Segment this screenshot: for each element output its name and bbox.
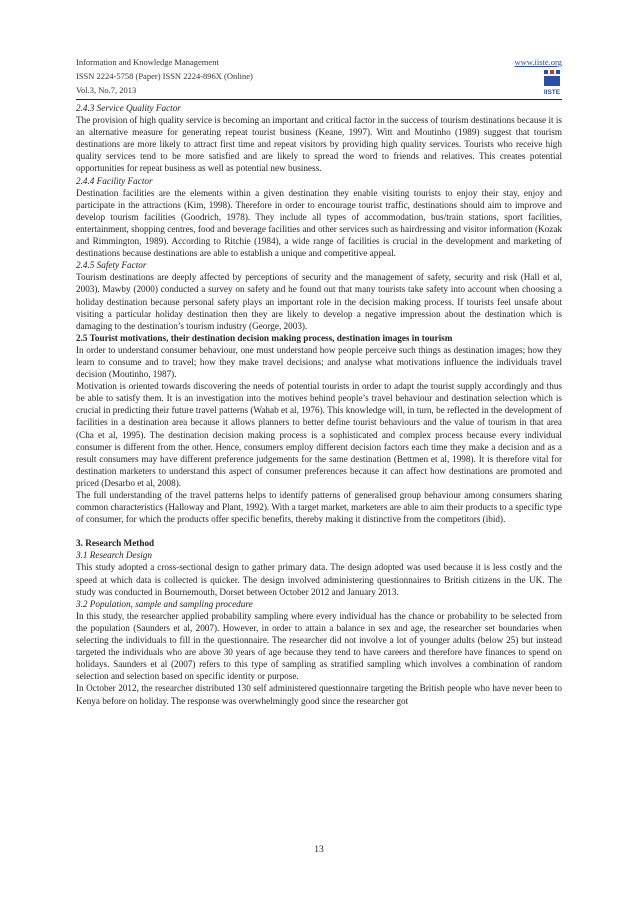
- subsection-heading: 3.2 Population, sample and sampling procedure: [76, 598, 253, 609]
- iiste-logo: [542, 70, 562, 98]
- subsection-heading: 3.1 Research Design: [76, 550, 152, 561]
- paragraph: The provision of high quality service is becoming an important and critical factor in the success of tourism destinations because it is an alternative measure for generating repeat tourist business (Keane, 1997). Witt and Moutinho (1989) suggest that tourism destinations are more likely to attract first time and repeat visitors by providing high quality services. Tourists who receive high quality services tend to be more satisfied and are likely to spread the word to friends and relatives. This creates potential opportunities for repeat business as well as potential new business.: [76, 115, 562, 174]
- volume-line: Vol.3, No.7, 2013: [76, 85, 137, 95]
- header-rule: [76, 99, 562, 100]
- paragraph: Destination facilities are the elements within a given destination they enable visiting tourists to enjoy their stay, enjoy and participate in the attractions (Kim, 1998). Therefore in order to encourage tourist traffic, destinations should aim to improve and develop tourism facilities (Goodrich, 1978). They include all types of accommodation, bus/train stations, sport facilities, entertainment, shopping centres, food and beverage facilities and other services such as hairdressing and visitor information (Kozak and Rimmington, 1989). According to Ritchie (1984), a wide range of facilities is crucial in the development and marketing of destinations because destinations are able to establish a unique and competitive appeal.: [76, 187, 562, 259]
- paragraph: Motivation is oriented towards discovering the needs of potential tourists in order to adapt the tourist supply accordingly and thus be able to satisfy them. It is an investigation into the motives behind people’s travel behaviour and destination selection which is crucial in predicting their future travel patterns (Wahab et al, 1976). This knowledge will, in turn, be reflected in the development of facilities in a destination area because it allows planners to better define tourist behaviours and the value of tourism in that area (Cha et al, 1995). The destination decision making process is a sophisticated and complex process because every individual consumer is different from the other. Hence, consumers employ different decision factors each time they make a decision and as a result consumers may have different preference judgements for the same destination (Bettmen et al, 1998). It is therefore vital for destination marketers to understand this aspect of consumer preferences because it can affect how destinations are promoted and priced (Desarbo et al, 2008).: [76, 381, 562, 488]
- journal-title: Information and Knowledge Management: [76, 57, 219, 67]
- paragraph: In October 2012, the researcher distributed 130 self administered questionnaire targeting the British people who have never been to Kenya before on holiday. The response was overwhelmingly good since the researcher got: [76, 683, 562, 706]
- paragraph: Tourism destinations are deeply affected by perceptions of security and the management of safety, security and risk (Hall et al, 2003). Mawby (2000) conducted a survey on safety and he found out that many tourists take safety into account when choosing a holiday destination because personal safety plays an important role in the decision making process. If tourists feel unsafe about visiting a particular holiday destination then they are likely to develop a negative impression about the destination which is damaging to the destination’s tourism industry (George, 2003).: [76, 272, 562, 331]
- journal-website-link[interactable]: www.iiste.org: [514, 57, 562, 67]
- subsection-heading: 2.4.4 Facility Factor: [76, 175, 153, 186]
- section-spacer: [76, 525, 562, 537]
- body-text: [76, 102, 562, 707]
- subsection-heading: 2.4.5 Safety Factor: [76, 260, 147, 271]
- paragraph: In this study, the researcher applied probability sampling where every individual has the chance or probability to be selected from the population (Saunders et al, 2007). However, in order to attain a balance in sex and age, the researcher set boundaries when selecting the individuals to fill in the questionnaire. The researcher did not involve a lot of younger adults (below 25) but instead targeted the individuals who are above 30 years of age because they tend to have careers and therefore have finances to spend on holidays. Saunders et al (2007) refers to this type of sampling as stratified sampling which involves a combination of random selection and selection based on specific identity or purpose.: [76, 610, 562, 682]
- issn-line: ISSN 2224-5758 (Paper) ISSN 2224-896X (Online): [76, 71, 253, 81]
- paragraph: In order to understand consumer behaviour, one must understand how people perceive such things as destination images; how they learn to consume and to travel; how they make travel decisions; and analyse what motivations influence the individuals travel decision (Moutinho, 1987).: [76, 344, 562, 380]
- page-number: 13: [314, 845, 324, 855]
- logo-text: IISTE: [543, 89, 561, 96]
- paragraph: The full understanding of the travel patterns helps to identify patterns of generalised group behaviour among consumers sharing common characteristics (Halloway and Plant, 1992). With a target market, marketers are able to aim their products to a specific type of consumer, for which the products offer specific benefits, thereby making it distinctive from the competitors (ibid).: [76, 490, 562, 525]
- section-heading: 3. Research Method: [76, 538, 155, 549]
- paragraph: This study adopted a cross-sectional design to gather primary data. The design adopted was used because it is less costly and the speed at which data is collected is quicker. The design involved administering questionnaires to British citizens in the UK. The study was conducted in Bournemouth, Dorset between October 2012 and January 2013.: [76, 562, 562, 597]
- subsection-heading: 2.4.3 Service Quality Factor: [76, 103, 181, 113]
- section-heading: 2.5 Tourist motivations, their destination decision making process, destination images in tourism: [76, 332, 453, 343]
